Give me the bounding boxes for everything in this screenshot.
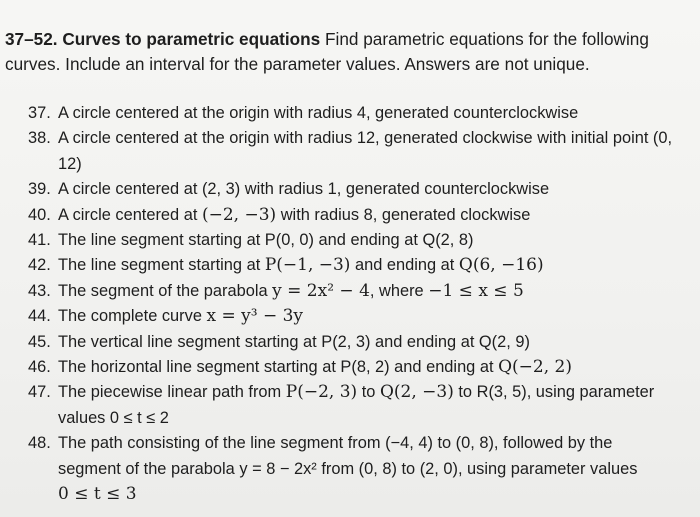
exercise-header [5,27,695,77]
exercise-text-continued: 0 ≤ t ≤ 3 [58,484,137,505]
exercise-text: and ending at [350,256,459,275]
exercise-number: 44. [28,307,51,326]
exercise-text: The piecewise linear path from [58,383,286,402]
exercise-number: 37. [28,104,51,122]
exercise-list [28,101,700,508]
exercise-text: The line segment starting at P(0, 0) and ending at Q(2, 8) [58,231,474,250]
exercise-45 [28,330,700,355]
exercise-number: 47. [28,383,51,402]
exercise-41 [28,228,700,253]
exercise-text-continued: segment of the parabola y = 8 − 2x² from (0, 8) to (2, 0), using parameter values [58,459,638,478]
exercise-text: The segment of the parabola [58,281,273,300]
exercise-number: 39. [28,180,51,199]
instructions-line2: curves. Include an interval for the parameter values. Answers are not unique. [5,54,590,74]
math-expression: −1 ≤ x ≤ 5 [428,280,524,301]
exercise-38 [28,126,700,177]
exercise-text-continued: 12) [58,154,82,173]
exercise-text: to R(3, 5), using parameter [453,383,655,402]
exercise-44 [28,304,700,329]
exercise-40 [28,203,700,228]
exercise-number: 40. [28,205,51,224]
math-expression: Q(6, −16) [458,255,544,276]
exercise-text: The vertical line segment starting at P(2, 3) and ending at Q(2, 9) [58,332,530,351]
exercise-47 [28,380,700,431]
exercise-text: A circle centered at (2, 3) with radius 1, generated counterclockwise [58,180,550,199]
exercise-text: The path consisting of the line segment from (−4, 4) to (0, 8), followed by the [58,434,613,453]
instructions-line1: Find parametric equations for the following [325,29,649,49]
exercise-text: A circle centered at the origin with radius 12, generated clockwise with initial point (0, [58,129,673,148]
math-expression: Q(2, −3) [379,382,454,403]
exercise-text: The horizontal line segment starting at P(8, 2) and ending at [58,358,499,377]
exercise-number: 41. [28,231,51,250]
exercise-text: , where [369,281,429,300]
exercise-text-continued: values 0 ≤ t ≤ 2 [58,408,169,427]
exercise-number: 45. [28,332,51,351]
exercise-46 [28,355,700,380]
exercise-text: The complete curve [58,307,207,326]
math-expression: P(−2, 3) [285,382,358,403]
exercise-43 [28,279,700,304]
exercise-37 [28,101,700,126]
math-expression: (−2, −3) [201,204,277,225]
exercise-text: to [357,383,380,402]
exercise-48 [28,431,700,507]
math-expression: x = y³ − 3y [206,306,304,327]
exercise-number: 43. [28,281,51,300]
exercise-text: A circle centered at [58,205,202,224]
math-expression: Q(−2, 2) [498,357,572,378]
exercise-title: 37–52. Curves to parametric equations [5,29,321,49]
exercise-text: A circle centered at the origin with radius 4, generated counterclockwise [58,104,579,122]
math-expression: P(−1, −3) [264,255,351,276]
exercise-42 [28,253,700,278]
exercise-number: 46. [28,358,51,377]
exercise-number: 42. [28,256,51,275]
exercise-number: 48. [28,434,51,453]
math-expression: y = 2x² − 4 [272,280,370,301]
exercise-39 [28,177,700,202]
exercise-number: 38. [28,129,51,148]
exercise-text: The line segment starting at [58,256,265,275]
exercise-text: with radius 8, generated clockwise [276,205,531,224]
